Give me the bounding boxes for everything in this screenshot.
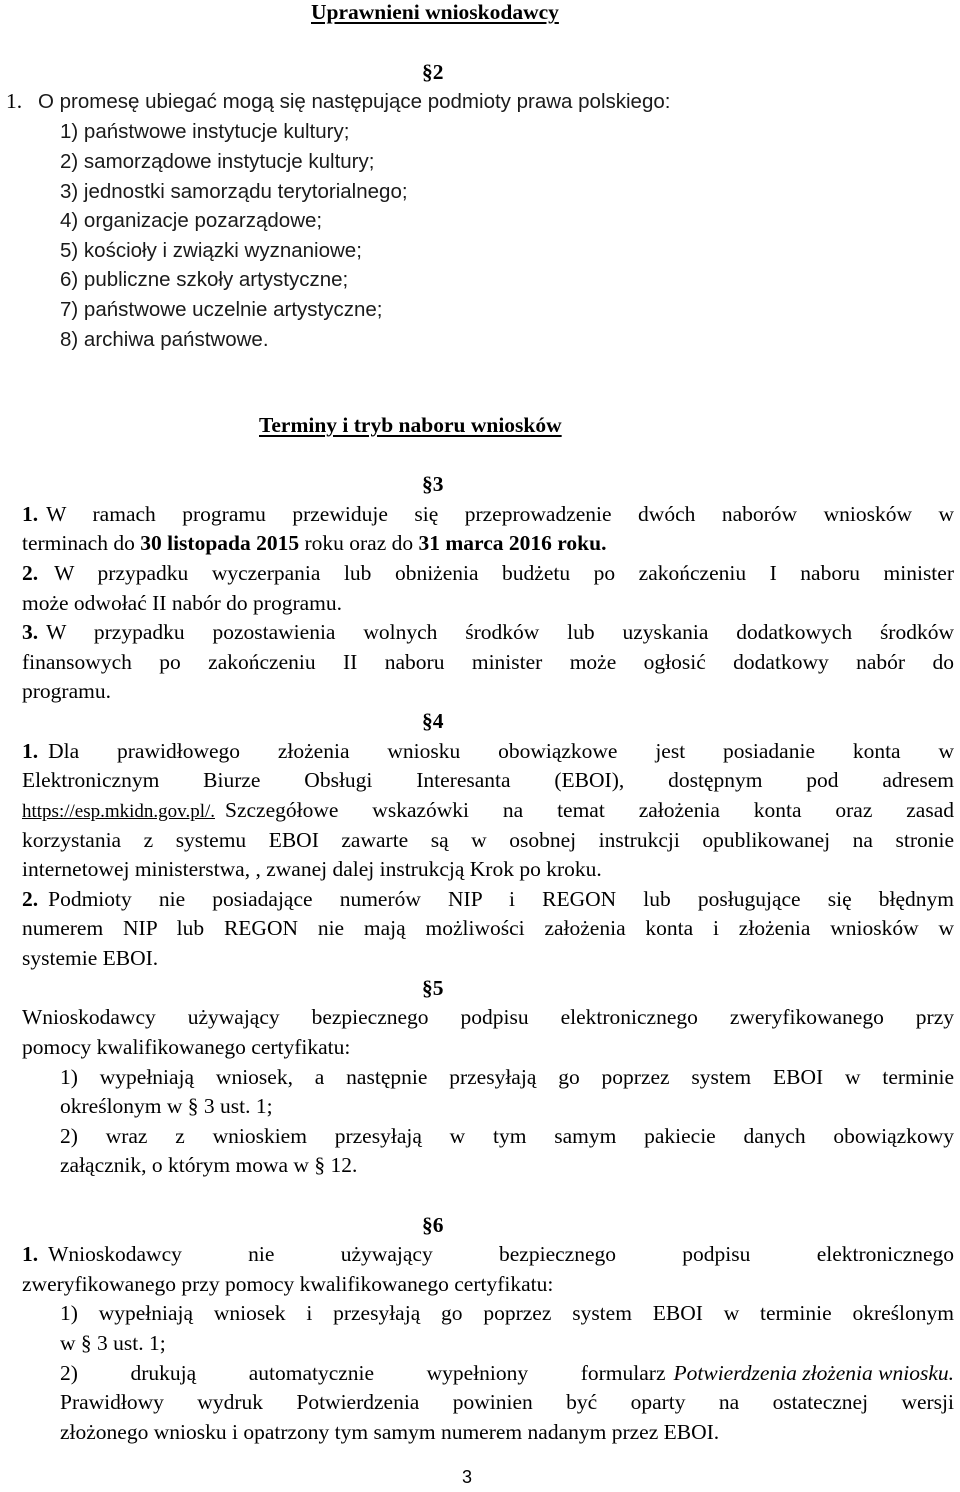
section-mark-6: §6 [422,1213,444,1237]
s2-item-2: 2) samorządowe instytucje kultury; [60,150,375,173]
s2-intro: O promesę ubiegać mogą się następujące podmioty prawa polskiego: [38,90,671,113]
s5-item1-line2: określonym w § 3 ust. 1; [60,1094,273,1118]
s6-p1-line1 [22,1244,954,1266]
s2-item-7: 7) państwowe uczelnie artystyczne; [60,298,383,321]
s2-item-3: 3) jednostki samorządu terytorialnego; [60,180,408,203]
s6-item1-line2: w § 3 ust. 1; [60,1331,166,1355]
s2-item-8: 8) archiwa państwowe. [60,328,269,351]
s3-p3-text-1: W przypadku pozostawienia wolnych środków lub uzyskania dodatkowych środków [46,620,954,644]
section-mark-4: §4 [422,709,444,733]
s3-p1-line1 [22,504,954,526]
s4-p1-line1 [22,741,954,763]
s6-item2-text-1a: 2) drukują automatycznie wypełniony formularz [60,1361,666,1385]
s6-p1-line2: zweryfikowanego przy pomocy kwalifikowanego certyfikatu: [22,1272,554,1296]
s2-item-5: 5) kościoły i związki wyznaniowe; [60,239,362,262]
s5-item1-line1: 1) wypełniają wniosek, a następnie przesyłają go poprzez system EBOI w terminie [60,1065,954,1089]
s4-p2-text-1: Podmioty nie posiadające numerów NIP i REGON lub posługujące się błędnym [48,887,954,911]
s4-p2-line1 [22,889,954,911]
s3-p2-line2: może odwołać II nabór do programu. [22,591,343,615]
s2-item-1: 1) państwowe instytucje kultury; [60,120,350,143]
s4-p1-line4: korzystania z systemu EBOI zawarte są w osobnej instrukcji opublikowanej na stronie [22,828,954,852]
s6-p1-text-1: Wnioskodawcy nie używający bezpiecznego podpisu elektronicznego [48,1242,954,1266]
s2-paragraph-number: 1. [6,89,23,113]
heading-uprawnieni: Uprawnieni wnioskodawcy [311,0,559,24]
page-number: 3 [462,1467,473,1487]
s2-item-4: 4) organizacje pozarządowe; [60,209,323,232]
s5-item2-line2: załącznik, o którym mowa w § 12. [60,1153,358,1177]
s4-p2-line2: numerem NIP lub REGON nie mają możliwości założenia konta i złożenia wniosków w [22,916,954,940]
s4-p1-line2: Elektronicznym Biurze Obsługi Interesanta (EBOI), dostępnym pod adresem [22,768,954,792]
heading-terminy: Terminy i tryb naboru wniosków [259,413,562,437]
section-mark-3: §3 [422,472,444,496]
s5-item2-line1: 2) wraz z wnioskiem przesyłają w tym samym pakiecie danych obowiązkowy [60,1124,954,1148]
s3-p3-line1 [22,622,954,644]
section-mark-5: §5 [422,976,444,1000]
s4-p1-text-1: Dla prawidłowego złożenia wniosku obowiązkowe jest posiadanie konta w [48,739,954,763]
s3-p1-text-2a: terminach do [22,531,135,555]
s3-p1-line2 [22,533,606,555]
s5-line1: Wnioskodawcy używający bezpiecznego podpisu elektronicznego zweryfikowanego przy [22,1005,954,1029]
s3-date-2: 31 marca 2016 roku. [418,531,607,555]
s4-p2-line3: systemie EBOI. [22,946,159,970]
s3-p2-number: 2. [22,561,39,585]
s3-p1-number: 1. [22,502,39,526]
s5-line2: pomocy kwalifikowanego certyfikatu: [22,1035,351,1059]
s3-p3-line2: finansowych po zakończeniu II naboru minister może ogłosić dodatkowy nabór do [22,650,954,674]
eboi-link[interactable]: https://esp.mkidn.gov.pl/. [22,801,215,822]
s6-p1-number: 1. [22,1242,39,1266]
s3-p2-line1 [22,563,954,585]
s3-p1-text-2c: roku oraz do [304,531,414,555]
s3-p2-text-1: W przypadku wyczerpania lub obniżenia budżetu po zakończeniu I naboru minister [54,561,954,585]
s3-p1-text-1: W ramach programu przewiduje się przeprowadzenie dwóch naborów wniosków w [46,502,954,526]
s6-item2-line3: złożonego wniosku i opatrzony tym samym numerem nadanym przez EBOI. [60,1420,720,1444]
section-mark-2: §2 [422,60,444,84]
s6-item1-line1: 1) wypełniają wniosek i przesyłają go poprzez system EBOI w terminie określonym [60,1301,954,1325]
s3-date-1: 30 listopada 2015 [140,531,300,555]
s4-p1-line3 [22,800,954,822]
s4-p2-number: 2. [22,887,39,911]
s6-item2-line1 [60,1363,954,1385]
s3-p3-line3: programu. [22,679,111,703]
s6-item2-line2: Prawidłowy wydruk Potwierdzenia powinien być oparty na ostatecznej wersji [60,1390,954,1414]
s2-item-6: 6) publiczne szkoły artystyczne; [60,268,349,291]
s4-p1-line5: internetowej ministerstwa, , zwanej dalej instrukcją Krok po kroku. [22,857,602,881]
s4-p1-number: 1. [22,739,39,763]
s3-p3-number: 3. [22,620,39,644]
s6-item2-text-1b: Potwierdzenia złożenia wniosku. [673,1361,954,1385]
s4-p1-text-3: Szczegółowe wskazówki na temat założenia konta oraz zasad [225,798,954,822]
